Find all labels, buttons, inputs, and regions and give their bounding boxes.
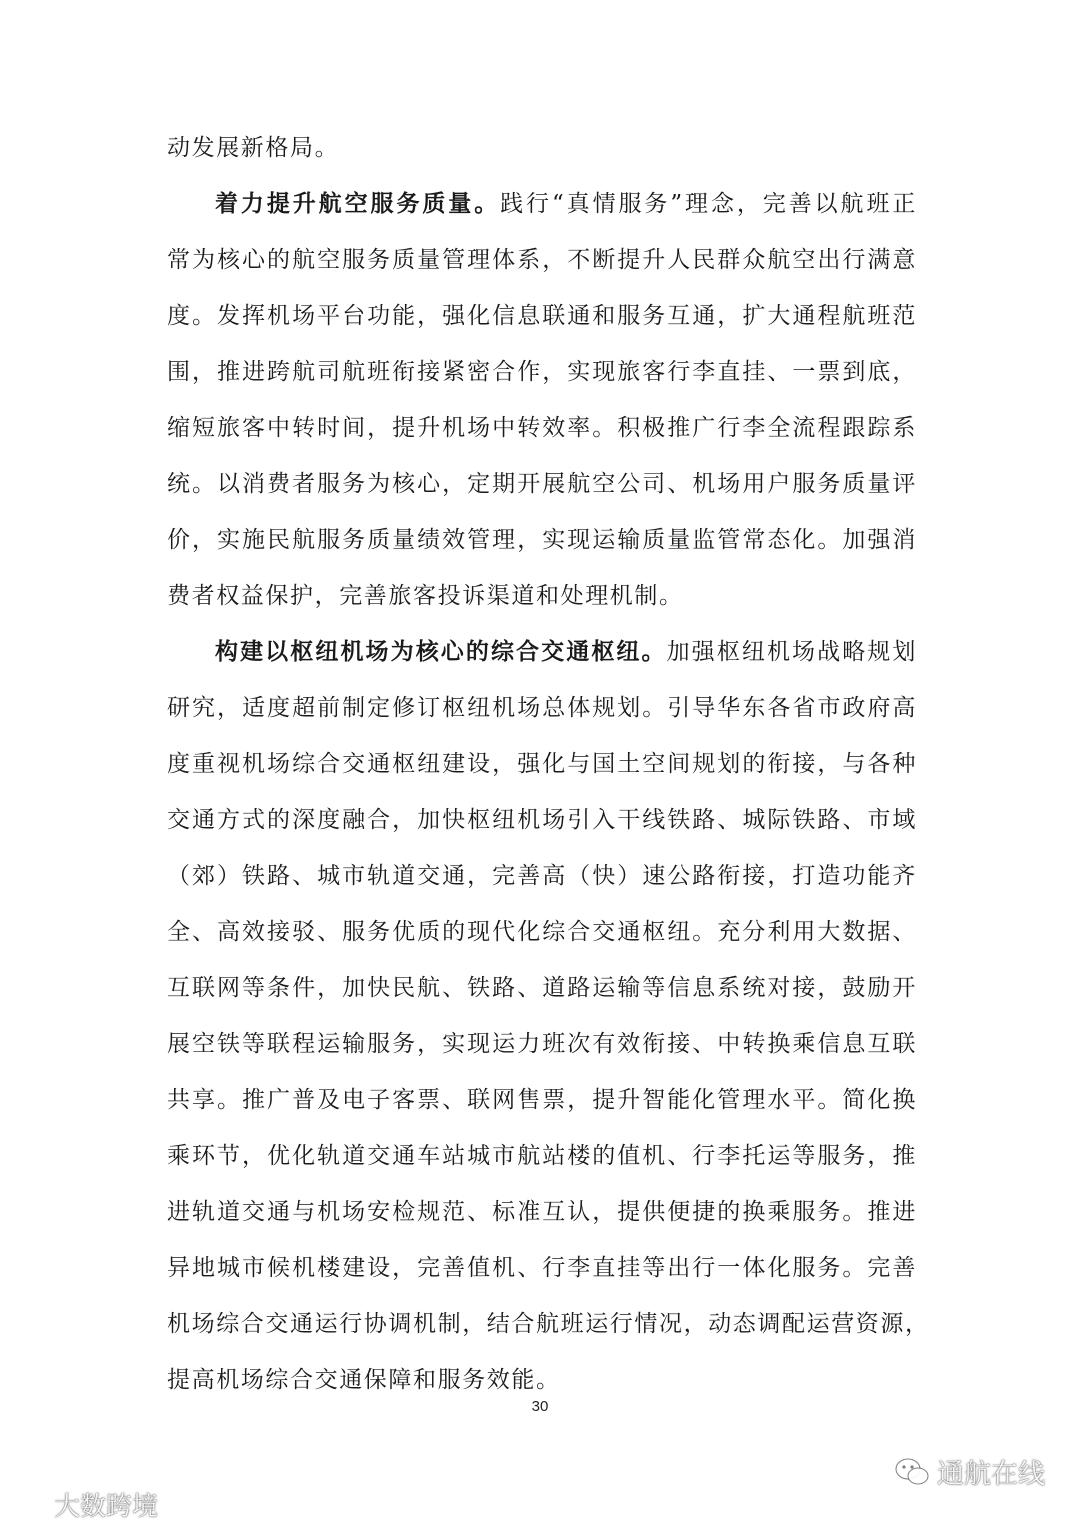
text-line: 动发展新格局。 xyxy=(167,135,340,161)
text-line: 价，实施民航服务质量绩效管理，实现运输质量监管常态化。加强消 xyxy=(167,527,917,553)
link-logo-icon xyxy=(6,1491,52,1519)
section-heading: 着力提升航空服务质量。 xyxy=(215,191,501,217)
text-line: 度。发挥机场平台功能，强化信息联通和服务互通，扩大通程航班范 xyxy=(167,303,917,329)
paragraph-first-line xyxy=(215,632,917,672)
text-line: 加强枢纽机场战略规划 xyxy=(666,639,917,665)
paragraph-first-line xyxy=(215,184,917,224)
text-line: 围，推进跨航司航班衔接紧密合作，实现旅客行李直挂、一票到底， xyxy=(167,359,917,385)
watermark-logo xyxy=(6,1486,158,1523)
text-line: 研究，适度超前制定修订枢纽机场总体规划。引导华东各省市政府高 xyxy=(167,695,917,721)
text-line: 提高机场综合交通保障和服务效能。 xyxy=(167,1367,561,1393)
text-line: 乘环节，优化轨道交通车站城市航站楼的值机、行李托运等服务，推 xyxy=(167,1143,917,1169)
wechat-icon xyxy=(895,1457,929,1487)
text-line: 交通方式的深度融合，加快枢纽机场引入干线铁路、城际铁路、市域 xyxy=(167,807,917,833)
text-line: 机场综合交通运行协调机制，结合航班运行情况，动态调配运营资源， xyxy=(167,1311,930,1337)
text-line: 异地城市候机楼建设，完善值机、行李直挂等出行一体化服务。完善 xyxy=(167,1255,917,1281)
text-line: 互联网等条件，加快民航、铁路、道路运输等信息系统对接，鼓励开 xyxy=(167,975,917,1001)
watermark-wechat xyxy=(895,1452,1045,1491)
text-line: 进轨道交通与机场安检规范、标准互认，提供便捷的换乘服务。推进 xyxy=(167,1199,917,1225)
text-line: 展空铁等联程运输服务，实现运力班次有效衔接、中转换乘信息互联 xyxy=(167,1031,917,1057)
text-line: （郊）铁路、城市轨道交通，完善高（快）速公路衔接，打造功能齐 xyxy=(167,863,917,889)
text-line: 全、高效接驳、服务优质的现代化综合交通枢纽。充分利用大数据、 xyxy=(167,919,917,945)
text-line: 统。以消费者服务为核心，定期开展航空公司、机场用户服务质量评 xyxy=(167,471,917,497)
text-line: 践行“真情服务”理念，完善以航班正 xyxy=(500,191,917,217)
text-line: 常为核心的航空服务质量管理体系，不断提升人民群众航空出行满意 xyxy=(167,247,917,273)
page-number: 30 xyxy=(531,1398,549,1415)
watermark-left-text: 大数跨境 xyxy=(54,1492,159,1522)
text-line: 费者权益保护，完善旅客投诉渠道和处理机制。 xyxy=(167,583,684,609)
watermark-right-text: 通航在线 xyxy=(937,1459,1045,1490)
section-heading: 构建以枢纽机场为核心的综合交通枢纽。 xyxy=(215,639,667,665)
text-line: 缩短旅客中转时间，提升机场中转效率。积极推广行李全流程跟踪系 xyxy=(167,415,917,441)
text-line: 共享。推广普及电子客票、联网售票，提升智能化管理水平。简化换 xyxy=(167,1087,917,1113)
text-line: 度重视机场综合交通枢纽建设，强化与国土空间规划的衔接，与各种 xyxy=(167,751,917,777)
